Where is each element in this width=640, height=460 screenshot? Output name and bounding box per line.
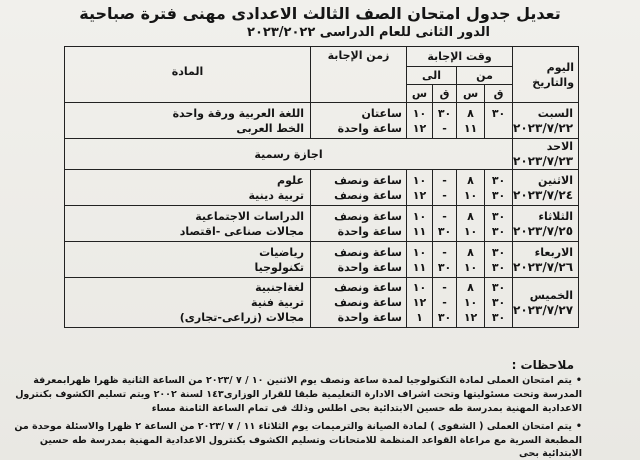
from-q-cell bbox=[485, 103, 513, 139]
subject-cell bbox=[65, 206, 311, 242]
to-s-cell bbox=[407, 242, 433, 278]
duration-cell bbox=[311, 206, 407, 242]
to-q-line: - bbox=[442, 281, 447, 294]
duration-line: ساعتان bbox=[361, 106, 402, 120]
from-q-line: ٣٠ bbox=[491, 260, 506, 274]
from-s-line: ٨ bbox=[467, 245, 474, 259]
duration-line: ساعة واحدة bbox=[337, 121, 402, 135]
subject-line: رياضيات bbox=[259, 245, 304, 259]
day-name: السبت bbox=[537, 106, 574, 120]
from-s-cell bbox=[457, 103, 485, 139]
to-q-line: - bbox=[442, 121, 447, 135]
from-s-line: ١٠ bbox=[463, 224, 478, 238]
from-s-line: ١٢ bbox=[463, 311, 478, 324]
to-s-cell bbox=[407, 206, 433, 242]
to-q-line: - bbox=[442, 296, 447, 309]
header-answer-time: وقت الإجابة bbox=[407, 47, 513, 67]
from-q-cell bbox=[485, 278, 513, 328]
duration-line: ساعة ونصف bbox=[334, 173, 402, 187]
to-q-cell bbox=[433, 206, 457, 242]
header-from: من bbox=[457, 67, 513, 85]
from-q-cell bbox=[485, 242, 513, 278]
duration-cell bbox=[311, 242, 407, 278]
day-name: الاثنين bbox=[538, 173, 574, 187]
duration-cell bbox=[311, 170, 407, 206]
day-name: الاحد bbox=[546, 140, 574, 153]
schedule-row bbox=[65, 242, 579, 278]
subject-line: مجالات صناعى -اقتصاد bbox=[179, 224, 304, 238]
duration-cell bbox=[311, 278, 407, 328]
to-q-cell bbox=[433, 170, 457, 206]
subject-line: لغةاجنبية bbox=[255, 281, 304, 294]
header-to: الى bbox=[407, 67, 457, 85]
to-s-cell bbox=[407, 170, 433, 206]
subject-cell bbox=[65, 242, 311, 278]
from-s-cell bbox=[457, 206, 485, 242]
to-s-line: ١٠ bbox=[412, 106, 427, 120]
subject-line: الدراسات الاجتماعية bbox=[195, 209, 304, 223]
duration-line: ساعة ونصف bbox=[334, 281, 402, 294]
to-q-line: ٣٠ bbox=[437, 311, 452, 324]
from-s-line: ١٠ bbox=[463, 260, 478, 274]
to-s-line: ١١ bbox=[412, 224, 427, 238]
subject-cell bbox=[65, 170, 311, 206]
to-s-line: ١ bbox=[416, 311, 423, 324]
from-q-cell bbox=[485, 206, 513, 242]
header-from-q: ق bbox=[485, 85, 513, 103]
day-date: ٢٠٢٣/٧/٢٥ bbox=[513, 223, 574, 238]
from-q-line: ٣٠ bbox=[491, 209, 506, 223]
holiday-label: اجازة رسمية bbox=[65, 139, 513, 170]
from-s-line: ٨ bbox=[467, 106, 474, 120]
from-s-cell bbox=[457, 278, 485, 328]
subject-line: تكنولوجيا bbox=[254, 260, 304, 274]
from-q-line: ٣٠ bbox=[491, 224, 506, 238]
from-s-line: ٨ bbox=[467, 209, 474, 223]
from-q-line: ٣٠ bbox=[491, 281, 506, 294]
duration-line: ساعة ونصف bbox=[334, 245, 402, 259]
schedule-row bbox=[65, 139, 579, 170]
duration-line: ساعة ونصف bbox=[334, 296, 402, 309]
subject-line: علوم bbox=[277, 173, 304, 187]
to-q-line: ٣٠ bbox=[437, 224, 452, 238]
from-q-line bbox=[485, 121, 512, 136]
duration-line: ساعة ونصف bbox=[334, 209, 402, 223]
from-s-line: ٨ bbox=[467, 281, 474, 294]
from-s-line: ١٠ bbox=[463, 188, 478, 202]
from-q-line: ٣٠ bbox=[491, 188, 506, 202]
from-q-line: ٣٠ bbox=[491, 296, 506, 309]
day-date: ٢٠٢٣/٧/٢٦ bbox=[513, 259, 574, 274]
to-q-line: - bbox=[442, 209, 447, 223]
to-q-cell bbox=[433, 103, 457, 139]
document-subtitle: الدور الثانى للعام الدراسى ٢٠٢٣/٢٠٢٢ bbox=[247, 25, 490, 40]
to-s-cell bbox=[407, 103, 433, 139]
from-s-line: ٨ bbox=[467, 173, 474, 187]
day-date: ٢٠٢٣/٧/٢٤ bbox=[513, 187, 574, 202]
document-title: تعديل جدول امتحان الصف الثالث الاعدادى مهنى فترة صباحية bbox=[79, 4, 561, 23]
header-from-s: س bbox=[457, 85, 485, 103]
day-date-cell bbox=[513, 139, 579, 170]
from-q-cell bbox=[485, 170, 513, 206]
to-q-cell bbox=[433, 278, 457, 328]
to-q-line: - bbox=[442, 188, 447, 202]
to-s-cell bbox=[407, 278, 433, 328]
subject-line: تربية فنية bbox=[251, 296, 304, 309]
to-s-line: ١٢ bbox=[412, 296, 427, 309]
note-line-5: المطبعة السرية مع مراعاة القواعد المنظمة للامتحانات وتسليم الكشوف بكنترول الاعدادية المهنية بمدرسة طه حسين الابتدائية بحى bbox=[39, 435, 582, 459]
day-date-cell bbox=[513, 278, 579, 328]
note-line-3: الاعدادية المهنية بمدرسة طه حسين الابتدائية بحى اطلس وذلك فى تمام الساعة الثامنة مساء bbox=[151, 403, 582, 414]
day-date-cell bbox=[513, 242, 579, 278]
to-s-line: ١٠ bbox=[412, 245, 427, 259]
day-date: ٢٠٢٣/٧/٢٧ bbox=[513, 302, 574, 317]
to-q-line: ٣٠ bbox=[437, 260, 452, 274]
header-duration: زمن الإجابة bbox=[311, 47, 407, 103]
duration-line: ساعة واحدة bbox=[337, 260, 402, 274]
subject-line: اللغة العربية ورقة واحدة bbox=[172, 106, 304, 120]
subject-line: مجالات (زراعى-تجارى) bbox=[179, 311, 304, 324]
schedule-row bbox=[65, 206, 579, 242]
header-day-date: اليوم والتاريخ bbox=[513, 47, 579, 103]
from-s-cell bbox=[457, 170, 485, 206]
to-s-line: ١١ bbox=[412, 260, 427, 274]
note-line-1: •يتم امتحان العملى لمادة التكنولوجيا لمدة ساعة ونصف يوم الاثنين ١٠ / ٧ /٢٠٢٣ من الساعة الثانية ظهرا ظهرابمعرفة bbox=[33, 375, 582, 386]
to-s-line: ١٠ bbox=[412, 281, 427, 294]
subject-cell bbox=[65, 103, 311, 139]
schedule-row bbox=[65, 103, 579, 139]
note-line-4: •يتم امتحان العملى ( الشفوى ) لمادة الصيانة والترميمات يوم الثلاثاء ١١ / ٧ /٢٠٢٣ من الساعة ٢ ظهرا والاسئلة موحدة من bbox=[14, 421, 582, 432]
subject-line: تربية دينية bbox=[248, 188, 304, 202]
day-date: ٢٠٢٣/٧/٢٢ bbox=[513, 120, 574, 135]
duration-line: ساعة ونصف bbox=[334, 188, 402, 202]
header-to-s: س bbox=[407, 85, 433, 103]
from-q-line: ٣٠ bbox=[491, 245, 506, 259]
duration-line: ساعة واحدة bbox=[337, 311, 402, 324]
day-date-cell bbox=[513, 170, 579, 206]
day-date-cell bbox=[513, 103, 579, 139]
note-line-2: المدرسة وتحت مسئوليتها وتحت اشراف الادارة التعليمية طبقا للقرار الوزارى١٤٣ لسنة ٢٠٠٢ ويتم تسليم الكشوف بكنترول bbox=[15, 389, 582, 400]
schedule-row bbox=[65, 278, 579, 328]
from-q-line: ٣٠ bbox=[491, 311, 506, 324]
to-s-line: ١٢ bbox=[412, 121, 427, 135]
from-q-line: ٣٠ bbox=[491, 173, 506, 187]
notes-title: ملاحظات : bbox=[511, 358, 574, 372]
to-s-line: ١٢ bbox=[412, 188, 427, 202]
duration-cell bbox=[311, 103, 407, 139]
to-q-cell bbox=[433, 242, 457, 278]
from-s-line: ١٠ bbox=[463, 296, 478, 309]
subject-line: الخط العربى bbox=[236, 121, 304, 135]
header-subject: المادة bbox=[65, 47, 311, 103]
to-q-line: - bbox=[442, 173, 447, 187]
from-s-cell bbox=[457, 242, 485, 278]
day-name: الثلاثاء bbox=[538, 209, 574, 223]
subject-cell bbox=[65, 278, 311, 328]
to-q-line: - bbox=[442, 245, 447, 259]
from-q-line: ٣٠ bbox=[491, 106, 506, 120]
day-name: الخميس bbox=[529, 288, 574, 302]
day-date-cell bbox=[513, 206, 579, 242]
day-date: ٢٠٢٣/٧/٢٣ bbox=[513, 154, 574, 168]
schedule-row bbox=[65, 170, 579, 206]
to-q-line: ٣٠ bbox=[437, 106, 452, 120]
from-s-line: ١١ bbox=[463, 121, 478, 135]
schedule-table bbox=[64, 46, 579, 328]
duration-line: ساعة واحدة bbox=[337, 224, 402, 238]
to-s-line: ١٠ bbox=[412, 173, 427, 187]
day-name: الاربعاء bbox=[534, 245, 574, 259]
header-to-q: ق bbox=[433, 85, 457, 103]
to-s-line: ١٠ bbox=[412, 209, 427, 223]
